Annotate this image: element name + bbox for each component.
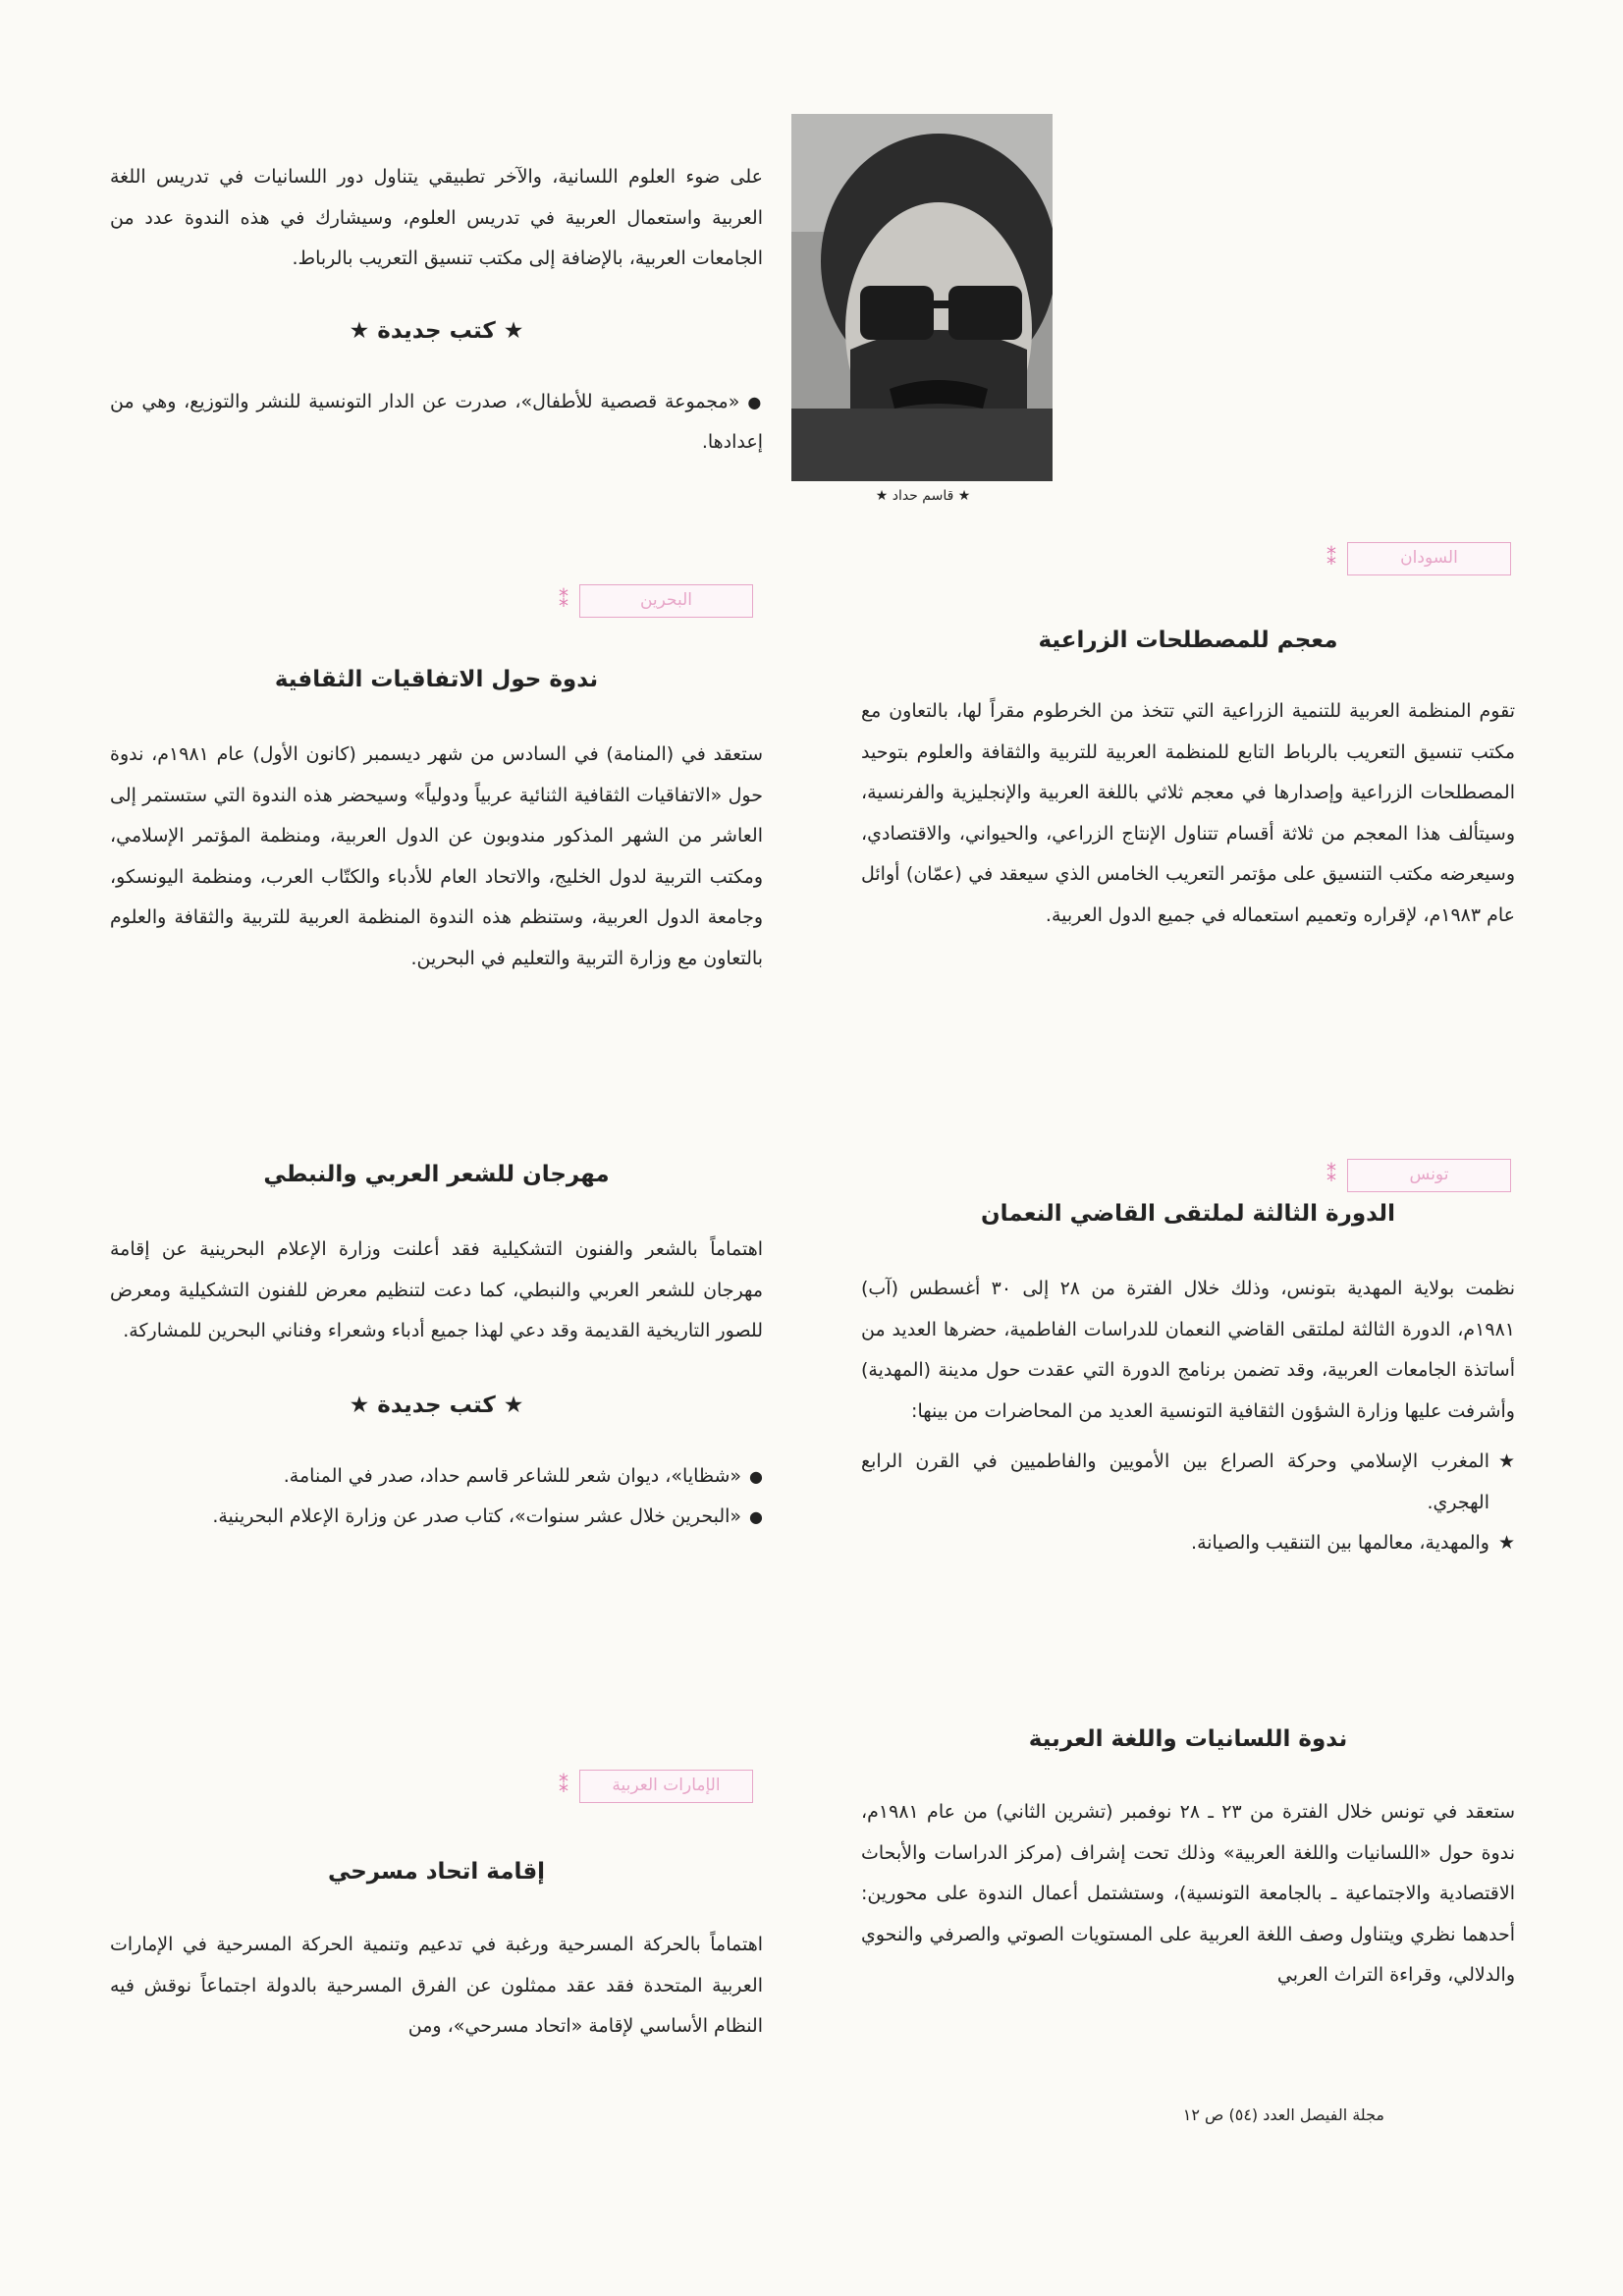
section-body: نظمت بولاية المهدية بتونس، وذلك خلال الفترة من ٢٨ إلى ٣٠ أغسطس (آب) ١٩٨١م، الدورة الثالثة لملتقى القاضي النعمان للدراسات الفاطمية، حضرها العديد من أساتذة الجامعات العربية، وقد تضمن برنامج الدورة التي عقدت حول مدينة (المهدية) وأشرفت عليها وزارة الشؤون الثقافية التونسية العديد من المحاضرات من بينها:	[861, 1278, 1516, 1422]
section-linguistics-continued	[110, 157, 763, 464]
book-item: ●«مجموعة قصصية للأطفال»، صدرت عن الدار التونسية للنشر والتوزيع، وهي من إعدادها.	[110, 390, 763, 453]
section-title: إقامة اتحاد مسرحي	[327, 1859, 546, 1885]
book-item: ●«البحرين خلال عشر سنوات»، كتاب صدر عن وزارة الإعلام البحرينية.	[212, 1505, 763, 1527]
list-item: ★ المغرب الإسلامي وحركة الصراع بين الأمويين والفاطميين في القرن الرابع الهجري.	[861, 1450, 1515, 1513]
country-tag-tunisia: ⁑ تونس	[1347, 1159, 1511, 1192]
section-body: اهتماماً بالشعر والفنون التشكيلية فقد أعلنت وزارة الإعلام البحرينية عن إقامة مهرجان للشعر العربي والنبطي، كما دعت لتنظيم معرض للفنون التشكيلية ومعرض للصور التاريخية القديمة وقد دعي لهذا جميع أدباء وشعراء وفناني البحرين للمشاركة.	[110, 1238, 763, 1341]
country-tag-bahrain: ⁑ البحرين	[579, 584, 753, 618]
section-title: الدورة الثالثة لملتقى القاضي النعمان	[981, 1201, 1395, 1227]
section-body: على ضوء العلوم اللسانية، والآخر تطبيقي يتناول دور اللسانيات في تدريس اللغة العربية واستعمال العربية في تدريس العلوم، وسيشارك في هذه الندوة عدد من الجامعات العربية، بالإضافة إلى مكتب تنسيق التعريب بالرباط.	[110, 166, 763, 269]
book-item: ●«شظايا»، ديوان شعر للشاعر قاسم حداد، صدر في المنامة.	[283, 1464, 763, 1487]
photo-caption: ★ قاسم حداد ★	[875, 488, 971, 504]
section-title: ندوة اللسانيات واللغة العربية	[1028, 1726, 1348, 1752]
section-title: مهرجان للشعر العربي والنبطي	[263, 1162, 610, 1187]
section-linguistics	[861, 1723, 1515, 1996]
country-tag-uae: ⁑ الإمارات العربية	[579, 1770, 753, 1803]
section-body: تقوم المنظمة العربية للتنمية الزراعية التي تتخذ من الخرطوم مقراً لها، بالتعاون مع مكتب تنسيق التعريب بالرباط التابع للمنظمة العربية للتربية والثقافة والعلوم بتوحيد المصطلحات الزراعية وإصدارها في معجم ثلاثي باللغة العربية والإنجليزية والفرنسية، وسيتألف هذا المعجم من ثلاثة أقسام تتناول الإنتاج الزراعي، والحيواني، والاقتصادي، وسيعرضه مكتب التنسيق على مؤتمر التعريب الخامس الذي سيعقد في (عمّان) أوائل عام ١٩٨٣م، لإقراره وتعميم استعماله في جميع الدول العربية.	[861, 700, 1515, 926]
portrait-photo	[791, 114, 1053, 481]
books-heading: ★ كتب جديدة ★	[349, 1392, 524, 1418]
section-title: معجم للمصطلحات الزراعية	[1038, 628, 1338, 653]
section-cultural-agreements	[110, 664, 763, 979]
section-body: ستعقد في تونس خلال الفترة من ٢٣ ـ ٢٨ نوفمبر (تشرين الثاني) من عام ١٩٨١م، ندوة حول «اللسانيات واللغة العربية» وذلك تحت إشراف (مركز الدراسات والأبحاث الاقتصادية والاجتماعية ـ بالجامعة التونسية)، وستشتمل أعمال الندوة على محورين: أحدهما نظري ويتناول وصف اللغة العربية على المستويات الصوتي والصرفي والنحوي والدلالي، وقراءة التراث العربي	[861, 1801, 1515, 1986]
section-theatre-union	[110, 1856, 763, 2048]
section-poetry-festival	[110, 1159, 763, 1538]
lecture-list	[861, 1442, 1515, 1564]
section-agri-terms	[861, 625, 1515, 936]
section-numan-forum	[861, 1198, 1515, 1564]
section-body: ستعقد في (المنامة) في السادس من شهر ديسمبر (كانون الأول) عام ١٩٨١م، ندوة حول «الاتفاقيات الثقافية الثنائية عربياً ودولياً» وسيحضر هذه الندوة التي ستستمر إلى العاشر من الشهر المذكور مندوبون عن الدول العربية، ومنظمة المؤتمر الإسلامي، ومكتب التربية لدول الخليج، والاتحاد العام للأدباء والكتّاب العرب، ومنظمة اليونسكو، وجامعة الدول العربية، وستنظم هذه الندوة المنظمة العربية للتربية والثقافة والعلوم بالتعاون مع وزارة التربية والتعليم في البحرين.	[110, 743, 763, 969]
country-tag-sudan: ⁑ السودان	[1347, 542, 1511, 575]
page-footer: مجلة الفيصل العدد (٥٤) ص ١٢	[1182, 2105, 1384, 2124]
books-heading: ★ كتب جديدة ★	[349, 317, 524, 344]
list-item: ★ والمهدية، معالمها بين التنقيب والصيانة.	[1191, 1532, 1515, 1554]
portrait-illustration	[791, 114, 1053, 481]
section-title: ندوة حول الاتفاقيات الثقافية	[274, 667, 599, 692]
section-body: اهتماماً بالحركة المسرحية ورغبة في تدعيم وتنمية الحركة المسرحية في الإمارات العربية المتحدة فقد عقد ممثلون عن الفرق المسرحية بالدولة اجتماعاً نوقش فيه النظام الأساسي لإقامة «اتحاد مسرحي»، ومن	[110, 1934, 763, 2037]
